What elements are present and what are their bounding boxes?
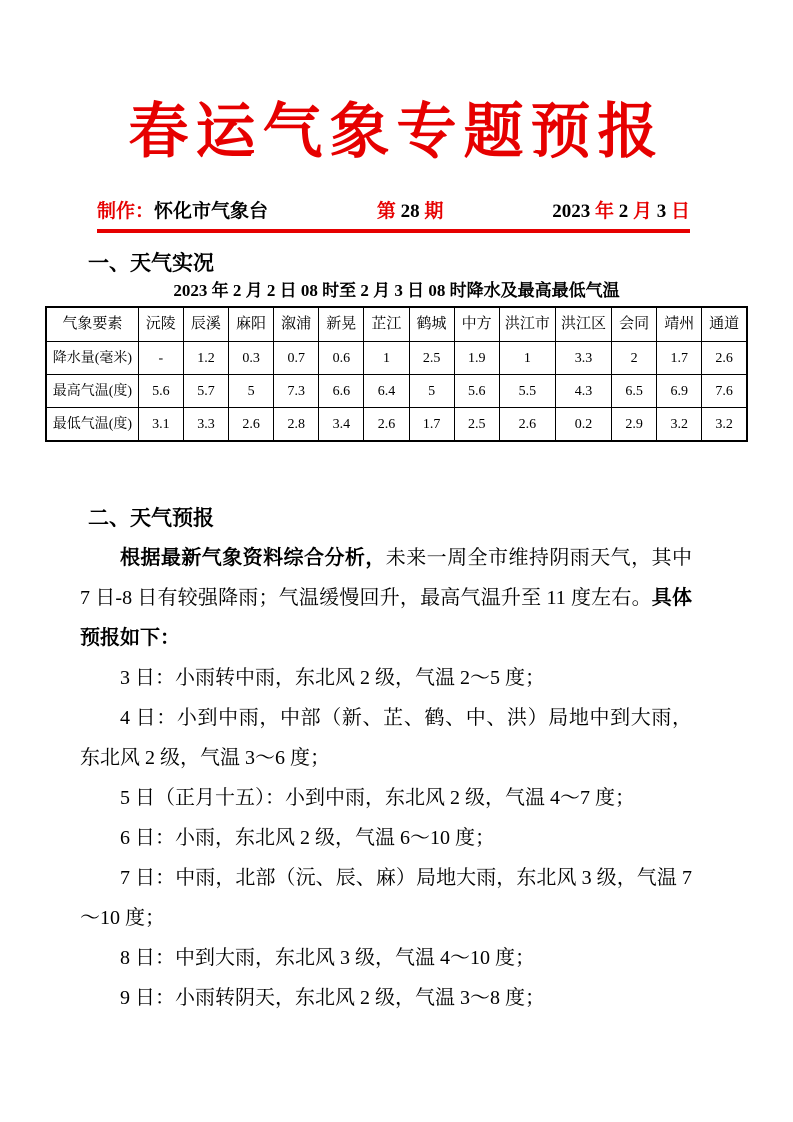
table-row <box>46 408 747 442</box>
date-day-unit: 日 <box>670 201 690 222</box>
forecast-intro-paragraph <box>80 538 692 658</box>
table-cell: 2.6 <box>229 408 274 442</box>
issue-field <box>377 198 444 225</box>
table-cell: 6.4 <box>364 375 409 408</box>
document-body <box>0 249 793 1018</box>
table-cell: 5.6 <box>454 375 499 408</box>
daily-forecast-line: 6 日：小雨，东北风 2 级，气温 6～10 度； <box>120 827 495 849</box>
table-row <box>46 375 747 408</box>
table-cell: 1 <box>499 342 555 375</box>
table-cell: 1 <box>364 342 409 375</box>
issue-prefix: 第 <box>376 201 396 222</box>
table-cell: 7.6 <box>702 375 747 408</box>
table-cell: 7.3 <box>274 375 319 408</box>
column-header: 溆浦 <box>274 307 319 342</box>
section-heading-observed: 一、天气实况 <box>88 251 214 275</box>
table-cell: 2.6 <box>702 342 747 375</box>
table-cell: 2.6 <box>499 408 555 442</box>
date-field <box>552 198 690 225</box>
daily-forecast-list <box>80 658 692 1018</box>
daily-forecast-line: 4 日：小到中雨，中部（新、芷、鹤、中、洪）局地中到大雨，东北风 2 级，气温 3～6 度； <box>80 707 692 769</box>
table-cell: 0.7 <box>274 342 319 375</box>
daily-forecast-line: 3 日：小雨转中雨，东北风 2 级，气温 2～5 度； <box>120 667 545 689</box>
table-cell: 2.6 <box>364 408 409 442</box>
daily-forecast-line: 9 日：小雨转阴天，东北风 2 级，气温 3～8 度； <box>120 987 545 1009</box>
table-cell: 6.6 <box>319 375 364 408</box>
weather-table-title: 2023 年 2 月 2 日 08 时至 2 月 3 日 08 时降水及最高最低气温 <box>173 281 620 300</box>
column-header: 通道 <box>702 307 747 342</box>
table-cell: 3.3 <box>555 342 611 375</box>
table-cell: 5.5 <box>499 375 555 408</box>
date-year: 2023 <box>552 201 595 222</box>
row-label: 最低气温(度) <box>46 408 138 442</box>
table-cell: 1.7 <box>657 342 702 375</box>
column-header: 芷江 <box>364 307 409 342</box>
producer-field <box>97 198 268 225</box>
column-header: 洪江市 <box>499 307 555 342</box>
table-cell: 0.2 <box>555 408 611 442</box>
column-header: 新晃 <box>319 307 364 342</box>
table-cell: 3.3 <box>183 408 228 442</box>
table-cell: 0.6 <box>319 342 364 375</box>
column-header: 气象要素 <box>46 307 138 342</box>
table-cell: 5 <box>229 375 274 408</box>
table-cell: 1.7 <box>409 408 454 442</box>
forecast-intro-tail: 具体预报如下： <box>80 587 692 649</box>
table-cell: 3.2 <box>657 408 702 442</box>
column-header: 靖州 <box>657 307 702 342</box>
table-cell: 6.9 <box>657 375 702 408</box>
issue-suffix: 期 <box>424 201 444 222</box>
table-row <box>46 342 747 375</box>
table-cell: 3.2 <box>702 408 747 442</box>
document-title: 春运气象专题预报 <box>128 99 665 165</box>
forecast-section <box>80 498 692 1018</box>
meta-row <box>97 198 690 225</box>
producer-name: 怀化市气象台 <box>154 201 269 222</box>
daily-forecast-line: 7 日：中雨，北部（沅、辰、麻）局地大雨，东北风 3 级，气温 7～10 度； <box>80 867 692 929</box>
red-divider-line <box>97 229 690 233</box>
date-day: 3 <box>651 201 671 222</box>
forecast-intro-body: 未来一周全市维持阴雨天气，其中 7 日-8 日有较强降雨；气温缓慢回升，最高气温升至 11 度左右。 <box>80 547 693 609</box>
column-header: 洪江区 <box>555 307 611 342</box>
forecast-intro-lead: 根据最新气象资料综合分析， <box>120 547 386 569</box>
table-cell: 4.3 <box>555 375 611 408</box>
column-header: 中方 <box>454 307 499 342</box>
table-cell: 2.5 <box>454 408 499 442</box>
column-header: 辰溪 <box>183 307 228 342</box>
date-month: 2 <box>613 201 633 222</box>
table-cell: 3.1 <box>138 408 183 442</box>
column-header: 鹤城 <box>409 307 454 342</box>
table-cell: 5.7 <box>183 375 228 408</box>
table-cell: 2.8 <box>274 408 319 442</box>
table-cell: 6.5 <box>612 375 657 408</box>
row-label: 降水量(毫米) <box>46 342 138 375</box>
table-cell: 5.6 <box>138 375 183 408</box>
column-header: 沅陵 <box>138 307 183 342</box>
table-cell: 5 <box>409 375 454 408</box>
table-cell: 2 <box>612 342 657 375</box>
weather-table <box>45 306 748 442</box>
producer-label: 制作： <box>97 201 155 222</box>
table-cell: 3.4 <box>319 408 364 442</box>
table-cell: 1.2 <box>183 342 228 375</box>
section-heading-forecast: 二、天气预报 <box>88 506 214 530</box>
column-header: 麻阳 <box>229 307 274 342</box>
table-cell: 2.5 <box>409 342 454 375</box>
date-month-unit: 月 <box>632 201 652 222</box>
row-label: 最高气温(度) <box>46 375 138 408</box>
table-cell: 0.3 <box>229 342 274 375</box>
table-header-row <box>46 307 747 342</box>
date-year-unit: 年 <box>594 201 614 222</box>
table-cell: 2.9 <box>612 408 657 442</box>
issue-number: 28 <box>395 201 425 222</box>
column-header: 会同 <box>612 307 657 342</box>
table-cell: 1.9 <box>454 342 499 375</box>
daily-forecast-line: 5 日（正月十五）：小到中雨，东北风 2 级，气温 4～7 度； <box>120 787 635 809</box>
daily-forecast-line: 8 日：中到大雨，东北风 3 级，气温 4～10 度； <box>120 947 535 969</box>
table-cell: - <box>138 342 183 375</box>
